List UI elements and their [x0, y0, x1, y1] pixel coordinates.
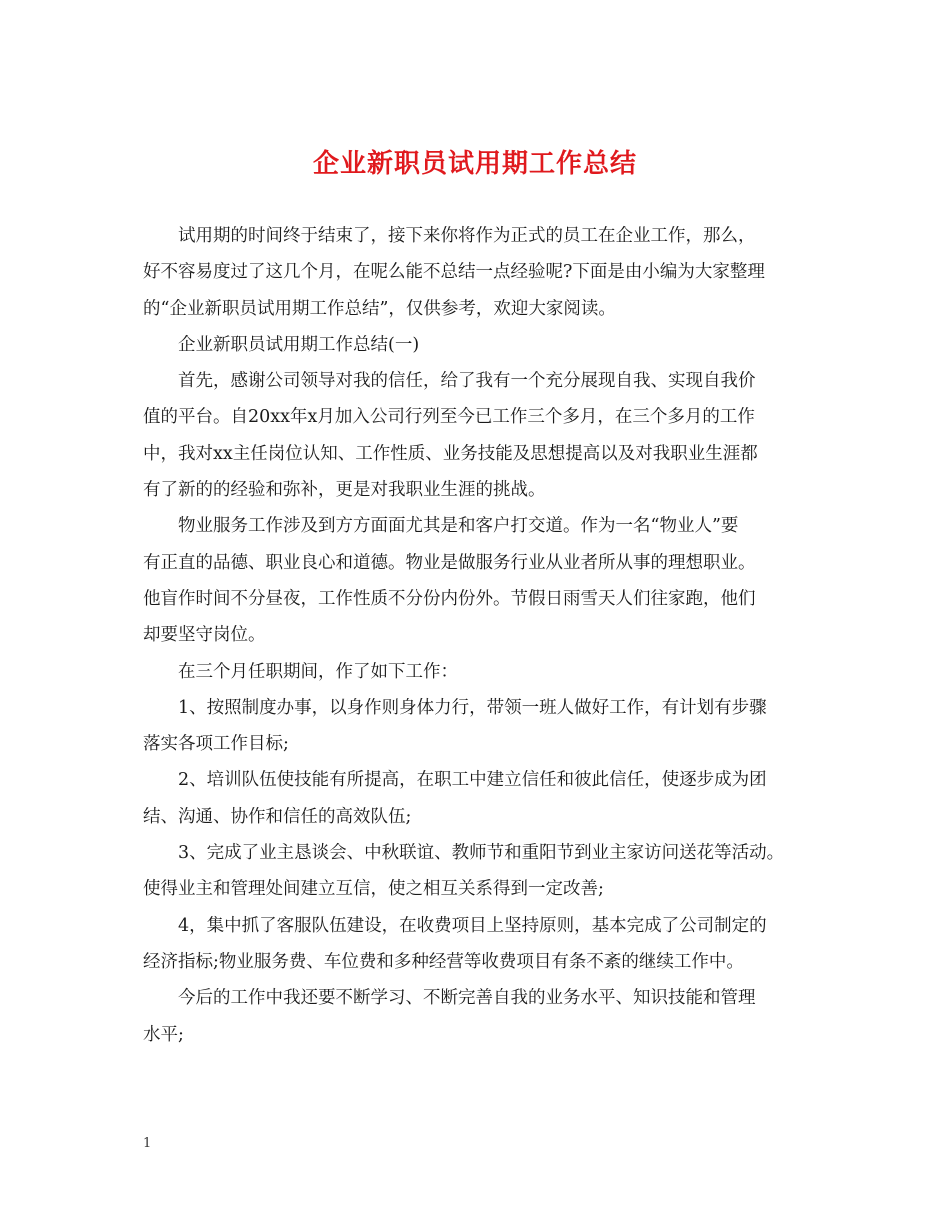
paragraph-line: 却要坚守岗位。: [143, 625, 266, 646]
paragraph-line: 值的平台。自20xx年x月加入公司行列至今已工作三个多月，在三个多月的工作: [143, 407, 755, 428]
document-title: 企业新职员试用期工作总结: [312, 149, 637, 179]
paragraph-line: 的“企业新职员试用期工作总结”，仅供参考，欢迎大家阅读。: [143, 298, 616, 319]
paragraph-line: 试用期的时间终于结束了，接下来你将作为正式的员工在企业工作，那么，: [178, 226, 756, 246]
paragraph-line: 他盲作时间不分昼夜，工作性质不分份内份外。节假日雨雪天人们往家跑，他们: [143, 588, 756, 609]
paragraph-line: 今后的工作中我还要不断学习、不断完善自我的业务水平、知识技能和管理: [178, 988, 756, 1009]
paragraph-line: 4，集中抓了客服队伍建设，在收费项目上坚持原则，基本完成了公司制定的: [178, 915, 767, 936]
paragraph-line: 1、按照制度办事，以身作则身体力行，带领一班人做好工作，有计划有步骤: [178, 697, 767, 718]
paragraph-line: 经济指标;物业服务费、车位费和多种经营等收费项目有条不紊的继续工作中。: [143, 951, 744, 972]
paragraph-line: 好不容易度过了这几个月，在呢么能不总结一点经验呢?下面是由小编为大家整理: [143, 262, 765, 283]
paragraph-line: 水平;: [143, 1024, 184, 1045]
paragraph-line: 2、培训队伍使技能有所提高，在职工中建立信任和彼此信任，使逐步成为团: [178, 770, 767, 791]
paragraph-line: 企业新职员试用期工作总结(一): [178, 334, 420, 355]
paragraph-line: 结、沟通、协作和信任的高效队伍;: [143, 806, 412, 827]
document-body: [143, 218, 823, 1053]
paragraph-line: 首先，感谢公司领导对我的信任，给了我有一个充分展现自我、实现自我价: [178, 371, 756, 392]
paragraph-line: 物业服务工作涉及到方方面面尤其是和客户打交道。作为一名“物业人”要: [178, 516, 739, 537]
paragraph-line: 落实各项工作目标;: [143, 734, 289, 755]
paragraph-line: 3、完成了业主恳谈会、中秋联谊、教师节和重阳节到业主家访问送花等活动。: [178, 843, 785, 864]
paragraph-line: 有正直的品德、职业良心和道德。物业是做服务行业从业者所从事的理想职业。: [143, 552, 756, 573]
paragraph-line: 中，我对xx主任岗位认知、工作性质、业务技能及思想提高以及对我职业生涯都: [143, 443, 758, 464]
page-number: 1: [143, 1136, 152, 1151]
paragraph-line: 在三个月任职期间，作了如下工作：: [178, 661, 458, 682]
paragraph-line: 使得业主和管理处间建立互信，使之相互关系得到一定改善;: [143, 879, 604, 900]
paragraph-line: 有了新的的经验和弥补，更是对我职业生涯的挑战。: [143, 480, 546, 501]
